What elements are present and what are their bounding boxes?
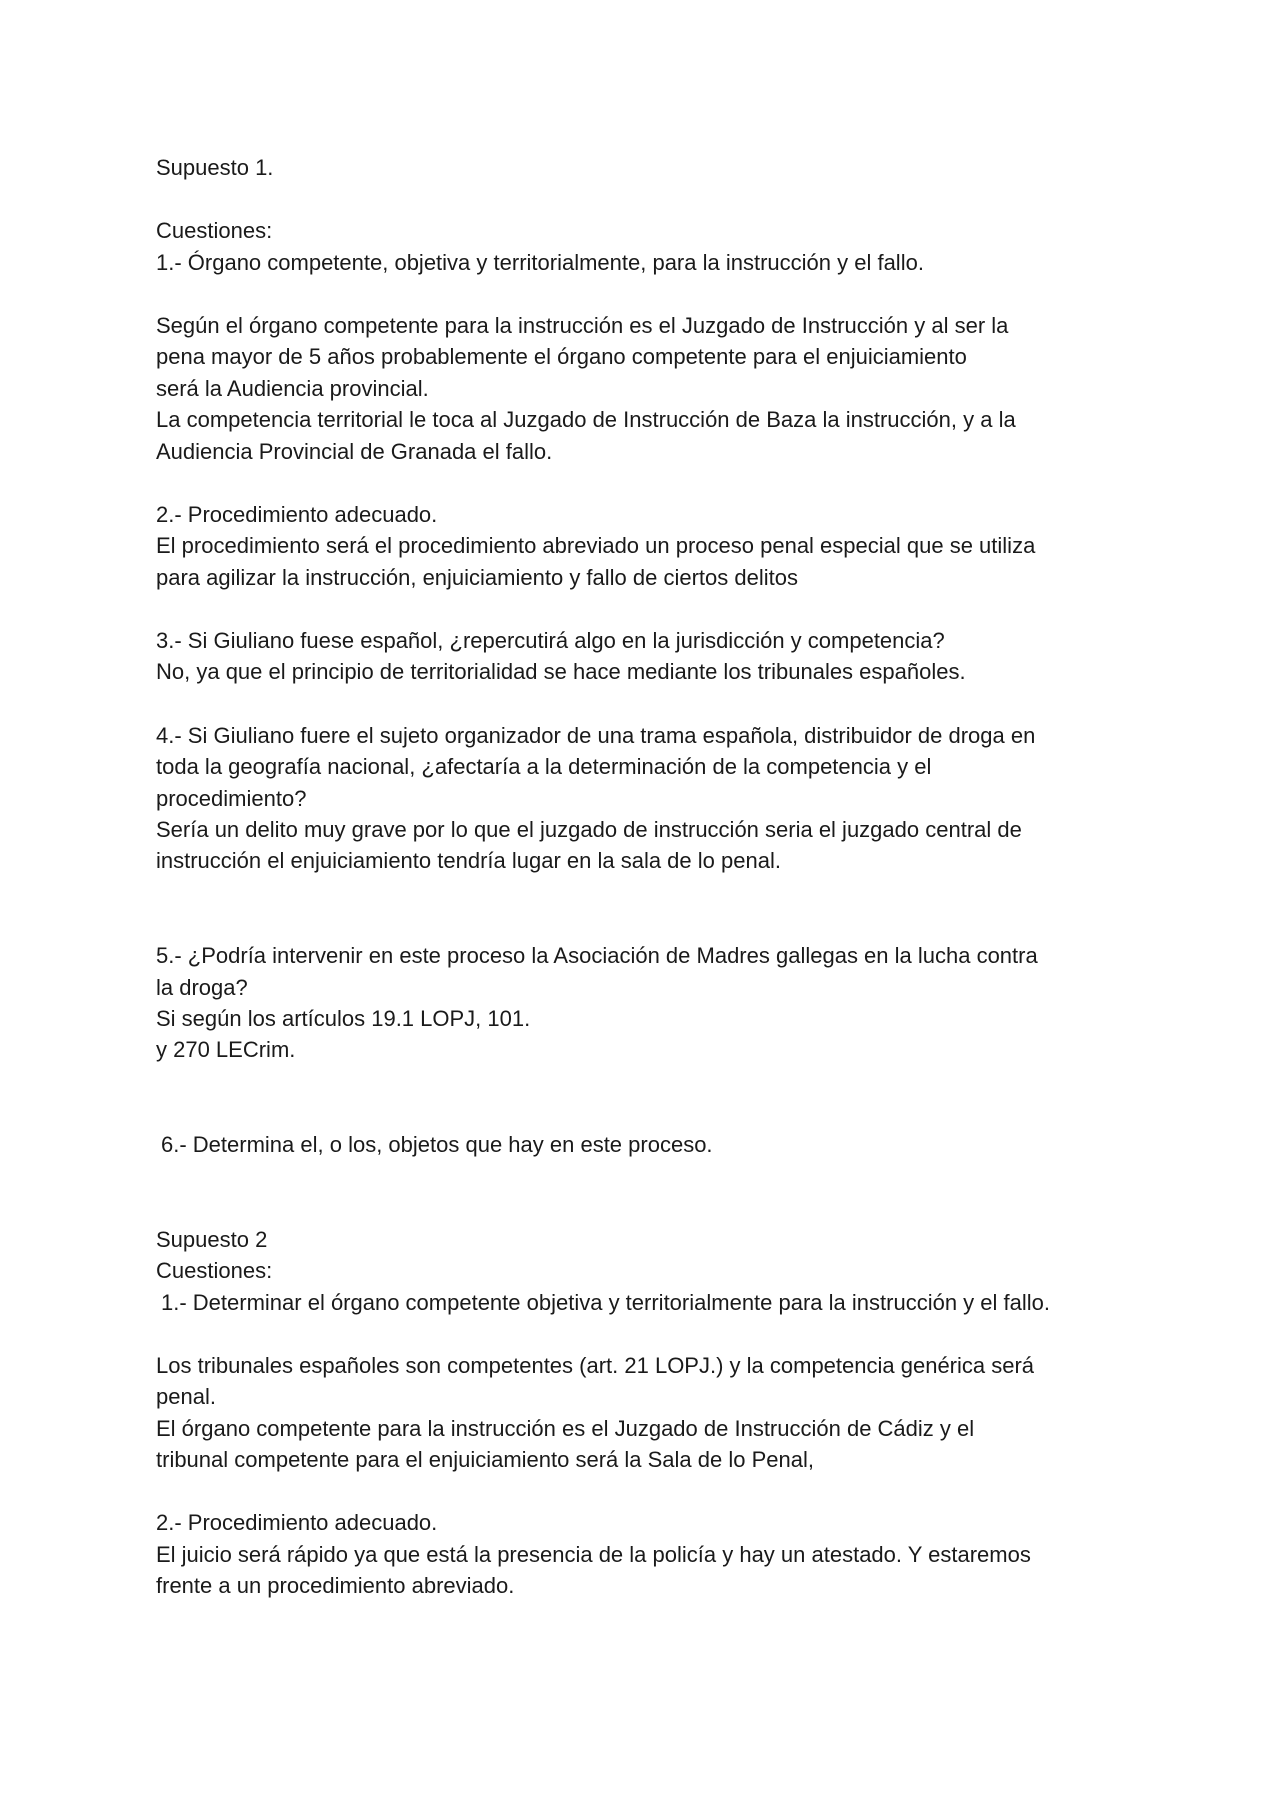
s1-answer-3: No, ya que el principio de territorialidad se hace mediante los tribunales españoles. — [156, 659, 966, 684]
supuesto-1-title: Supuesto 1. — [156, 155, 274, 180]
s1-answer-5-line-1: Si según los artículos 19.1 LOPJ, 101. — [156, 1006, 531, 1031]
s1-answer-2-line-1: El procedimiento será el procedimiento abreviado un proceso penal especial que se utiliza — [156, 533, 1036, 558]
s1-answer-4-line-2: instrucción el enjuiciamiento tendría lugar en la sala de lo penal. — [156, 848, 781, 873]
s1-question-1: 1.- Órgano competente, objetiva y territorialmente, para la instrucción y el fallo. — [156, 250, 924, 275]
supuesto-2-cuestiones: Cuestiones: — [156, 1258, 273, 1283]
supuesto-2-title: Supuesto 2 — [156, 1227, 268, 1252]
s1-answer-4-line-1: Sería un delito muy grave por lo que el juzgado de instrucción seria el juzgado central de — [156, 817, 1022, 842]
s2-answer-2-line-1: El juicio será rápido ya que está la presencia de la policía y hay un atestado. Y estaremos — [156, 1542, 1031, 1567]
s1-answer-1-line-4: La competencia territorial le toca al Juzgado de Instrucción de Baza la instrucción, y a la — [156, 407, 1016, 432]
supuesto-1-cuestiones: Cuestiones: — [156, 218, 273, 243]
s2-question-2: 2.- Procedimiento adecuado. — [156, 1510, 438, 1535]
s1-answer-1-line-1: Según el órgano competente para la instrucción es el Juzgado de Instrucción y al ser la — [156, 313, 1009, 338]
s1-question-2: 2.- Procedimiento adecuado. — [156, 502, 438, 527]
s1-question-4-line-1: 4.- Si Giuliano fuere el sujeto organizador de una trama española, distribuidor de droga en — [156, 723, 1036, 748]
s1-question-6: 6.- Determina el, o los, objetos que hay en este proceso. — [161, 1132, 713, 1157]
s2-answer-1-line-4: tribunal competente para el enjuiciamiento será la Sala de lo Penal, — [156, 1447, 814, 1472]
s1-answer-2-line-2: para agilizar la instrucción, enjuiciamiento y fallo de ciertos delitos — [156, 565, 798, 590]
s1-answer-1-line-3: será la Audiencia provincial. — [156, 376, 429, 401]
s1-answer-5-line-2: y 270 LECrim. — [156, 1037, 296, 1062]
s1-question-4-line-3: procedimiento? — [156, 786, 307, 811]
s1-question-5-line-1: 5.- ¿Podría intervenir en este proceso la Asociación de Madres gallegas en la lucha contra — [156, 943, 1038, 968]
s2-answer-1-line-1: Los tribunales españoles son competentes (art. 21 LOPJ.) y la competencia genérica será — [156, 1353, 1035, 1378]
s1-question-3: 3.- Si Giuliano fuese español, ¿repercutirá algo en la jurisdicción y competencia? — [156, 628, 945, 653]
s1-answer-1-line-5: Audiencia Provincial de Granada el fallo. — [156, 439, 553, 464]
s1-answer-1-line-2: pena mayor de 5 años probablemente el órgano competente para el enjuiciamiento — [156, 344, 967, 369]
s2-answer-2-line-2: frente a un procedimiento abreviado. — [156, 1573, 515, 1598]
s2-question-1: 1.- Determinar el órgano competente objetiva y territorialmente para la instrucción y el fallo. — [161, 1290, 1050, 1315]
s2-answer-1-line-2: penal. — [156, 1384, 216, 1409]
s2-answer-1-line-3: El órgano competente para la instrucción es el Juzgado de Instrucción de Cádiz y el — [156, 1416, 975, 1441]
s1-question-5-line-2: la droga? — [156, 975, 248, 1000]
s1-question-4-line-2: toda la geografía nacional, ¿afectaría a la determinación de la competencia y el — [156, 754, 932, 779]
